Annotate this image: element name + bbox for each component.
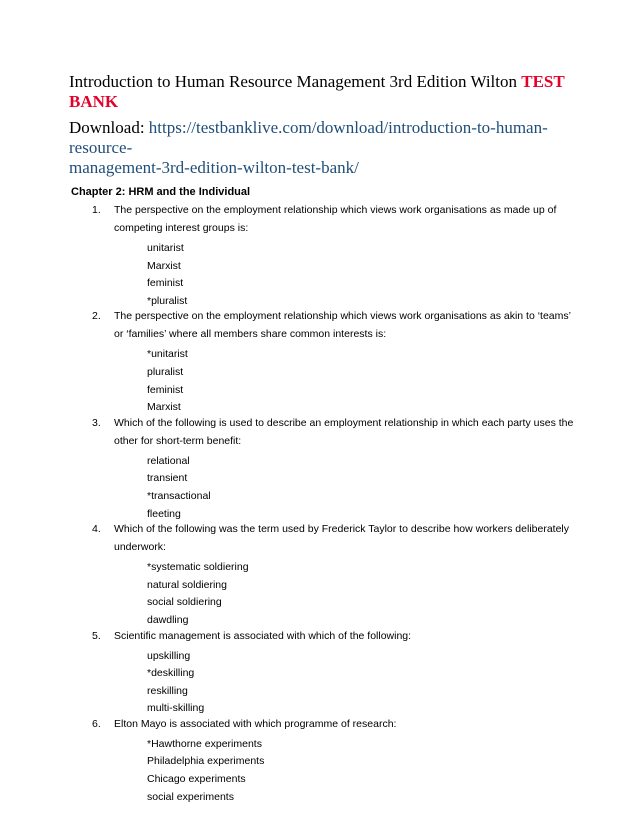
document-header xyxy=(69,72,609,178)
answer-option: fleeting xyxy=(147,507,181,520)
answer-option: Philadelphia experiments xyxy=(147,755,265,768)
download-label: Download: xyxy=(69,118,149,137)
answer-option: *systematic soldiering xyxy=(147,561,249,574)
answer-option: feminist xyxy=(147,277,184,290)
answer-option: dawdling xyxy=(147,613,189,626)
question-text: Which of the following is used to describe an employment relationship in which each party uses the xyxy=(114,416,574,429)
question-number: 5. xyxy=(92,629,101,642)
question-text: The perspective on the employment relationship which views work organisations as akin to ‘teams’ xyxy=(114,310,571,323)
answer-option: feminist xyxy=(147,383,184,396)
question-number: 1. xyxy=(92,204,101,216)
download-link-part-1[interactable]: https://testbanklive.com/download/introduction-to-human-resource- xyxy=(69,118,548,157)
document-title xyxy=(69,72,609,112)
answer-option: multi-skilling xyxy=(147,702,205,715)
download-link-part-2[interactable]: management-3rd-edition-wilton-test-bank/ xyxy=(69,158,359,177)
question-item xyxy=(0,630,638,718)
answer-option: pluralist xyxy=(147,365,184,378)
answer-option: *Hawthorne experiments xyxy=(147,737,262,750)
question-text: The perspective on the employment relationship which views work organisations as made up of xyxy=(114,204,557,216)
question-number: 2. xyxy=(92,310,101,323)
question-number: 3. xyxy=(92,416,101,429)
answer-option: reskilling xyxy=(147,684,188,697)
answer-option: social experiments xyxy=(147,790,234,803)
answer-option: social soldiering xyxy=(147,596,222,609)
question-list xyxy=(0,204,638,806)
question-text: Scientific management is associated with which of the following: xyxy=(114,629,412,642)
question-item xyxy=(0,310,638,416)
question-text: Which of the following was the term used by Frederick Taylor to describe how workers deliberately xyxy=(114,523,570,536)
question-text-continued: other for short-term benefit: xyxy=(114,434,242,447)
answer-option: relational xyxy=(147,454,190,467)
answer-option: unitarist xyxy=(147,242,184,254)
question-text-continued: or ‘families’ where all members share common interests is: xyxy=(114,328,387,341)
question-item xyxy=(0,417,638,523)
question-text-continued: competing interest groups is: xyxy=(114,222,249,234)
answer-option: Chicago experiments xyxy=(147,773,246,786)
title-text: Introduction to Human Resource Management 3rd Edition Wilton xyxy=(69,72,522,91)
chapter-heading: Chapter 2: HRM and the Individual xyxy=(71,186,251,198)
answer-option: *unitarist xyxy=(147,348,188,361)
download-line xyxy=(69,118,609,178)
question-item xyxy=(0,204,638,310)
answer-option: Marxist xyxy=(147,259,181,272)
question-text: Elton Mayo is associated with which programme of research: xyxy=(114,717,397,730)
title-highlight-bank: BANK xyxy=(69,92,119,111)
question-number: 4. xyxy=(92,523,101,536)
question-item xyxy=(0,718,638,806)
answer-option: *deskilling xyxy=(147,667,195,680)
title-highlight-test: TEST xyxy=(521,72,565,91)
question-number: 6. xyxy=(92,717,101,730)
question-item xyxy=(0,523,638,629)
answer-option: upskilling xyxy=(147,649,191,662)
answer-option: Marxist xyxy=(147,401,181,414)
question-text-continued: underwork: xyxy=(114,541,166,554)
answer-option: *transactional xyxy=(147,489,211,502)
answer-option: natural soldiering xyxy=(147,578,227,591)
answer-option: transient xyxy=(147,472,188,485)
answer-option: *pluralist xyxy=(147,294,188,307)
